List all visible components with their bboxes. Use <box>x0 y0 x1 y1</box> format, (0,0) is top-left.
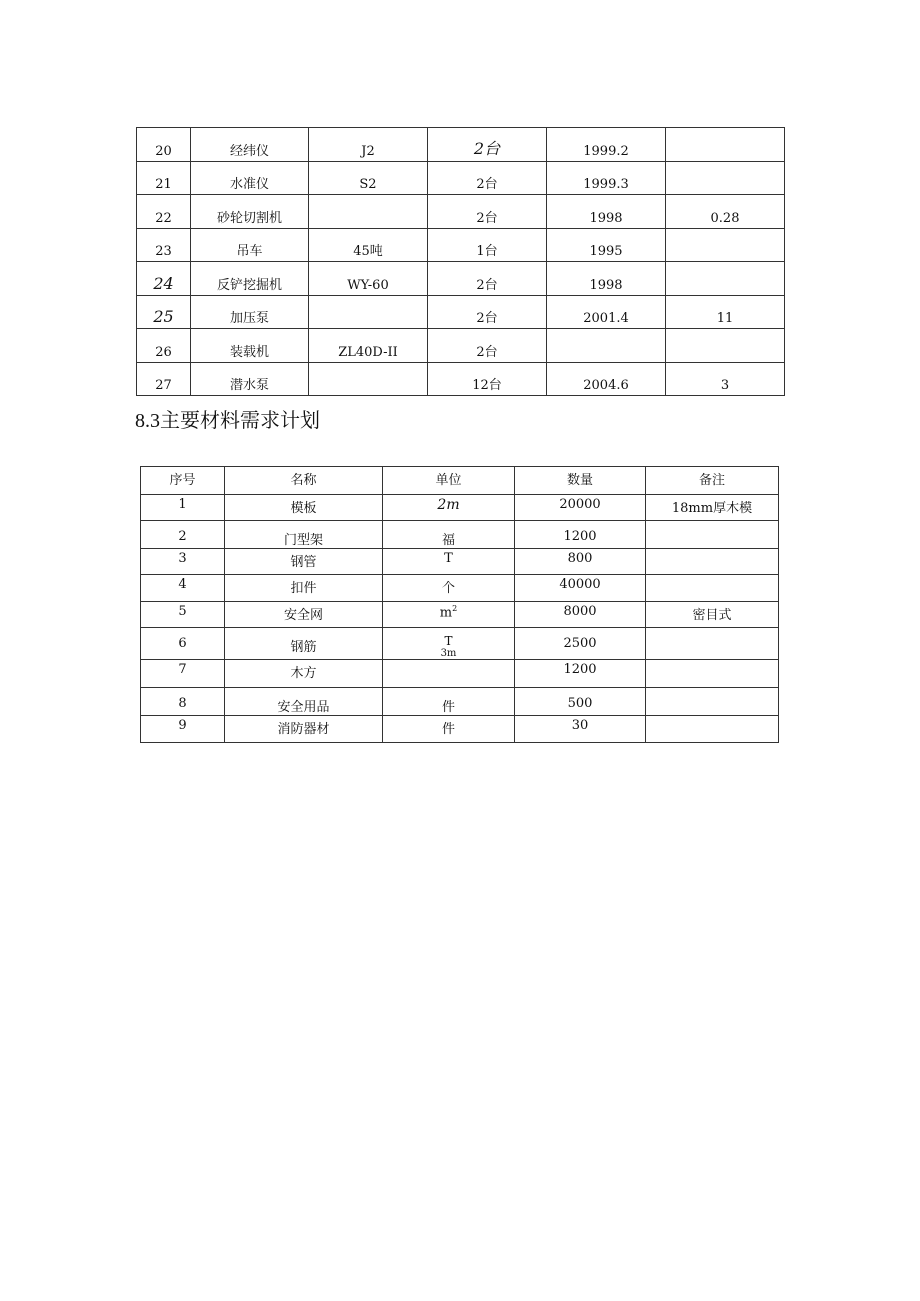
material-name: 门型架 <box>225 521 383 549</box>
equipment-model: WY-60 <box>309 262 428 296</box>
row-no: 2 <box>141 521 225 549</box>
material-qty: 1200 <box>515 521 646 549</box>
material-name: 木方 <box>225 660 383 688</box>
table-row <box>137 295 785 329</box>
section-heading: 8.3主要材料需求计划 <box>135 410 320 432</box>
unit-base: m <box>439 605 453 621</box>
material-unit: 件 <box>383 716 515 743</box>
materials-table <box>140 466 779 743</box>
row-no: 5 <box>141 602 225 628</box>
equipment-qty: 2台 <box>428 128 547 162</box>
table-row <box>141 628 779 660</box>
material-qty: 1200 <box>515 660 646 688</box>
row-no: 3 <box>141 549 225 575</box>
material-unit: 福 <box>383 521 515 549</box>
equipment-model: ZL40D-II <box>309 329 428 363</box>
material-note <box>646 549 779 575</box>
material-qty: 40000 <box>515 575 646 602</box>
row-no: 21 <box>137 161 191 195</box>
table-row <box>137 262 785 296</box>
equipment-qty: 2台 <box>428 262 547 296</box>
row-no: 8 <box>141 688 225 716</box>
equipment-year: 1995 <box>547 228 666 262</box>
row-no: 4 <box>141 575 225 602</box>
material-unit <box>383 660 515 688</box>
material-name: 安全用品 <box>225 688 383 716</box>
material-qty: 800 <box>515 549 646 575</box>
equipment-power: 11 <box>666 295 785 329</box>
row-no: 25 <box>137 295 191 329</box>
equipment-qty: 2台 <box>428 329 547 363</box>
equipment-qty: 2台 <box>428 295 547 329</box>
table-row <box>137 228 785 262</box>
equipment-name: 潜水泵 <box>191 362 309 396</box>
material-name: 扣件 <box>225 575 383 602</box>
material-qty: 20000 <box>515 495 646 521</box>
equipment-model <box>309 195 428 229</box>
material-unit: T <box>383 549 515 575</box>
equipment-model: J2 <box>309 128 428 162</box>
equipment-power <box>666 228 785 262</box>
table-row <box>137 128 785 162</box>
unit-exponent: 2 <box>452 604 458 613</box>
unit-base: T <box>444 634 453 648</box>
row-no: 9 <box>141 716 225 743</box>
table-row <box>141 602 779 628</box>
table-row <box>137 161 785 195</box>
header-unit: 单位 <box>383 467 515 495</box>
table-row <box>141 716 779 743</box>
material-qty: 500 <box>515 688 646 716</box>
row-no: 1 <box>141 495 225 521</box>
equipment-power <box>666 128 785 162</box>
material-name: 钢筋 <box>225 628 383 660</box>
material-qty: 2500 <box>515 628 646 660</box>
equipment-power: 0.28 <box>666 195 785 229</box>
table-row <box>141 549 779 575</box>
material-note <box>646 521 779 549</box>
equipment-power <box>666 329 785 363</box>
row-no: 26 <box>137 329 191 363</box>
material-unit: 个 <box>383 575 515 602</box>
row-no: 23 <box>137 228 191 262</box>
equipment-year: 2001.4 <box>547 295 666 329</box>
material-note <box>646 688 779 716</box>
equipment-year: 1998 <box>547 262 666 296</box>
equipment-name: 装载机 <box>191 329 309 363</box>
table-row <box>141 688 779 716</box>
header-qty: 数量 <box>515 467 646 495</box>
material-unit <box>383 602 515 628</box>
equipment-year: 2004.6 <box>547 362 666 396</box>
equipment-name: 水准仪 <box>191 161 309 195</box>
equipment-name: 吊车 <box>191 228 309 262</box>
material-name: 消防器材 <box>225 716 383 743</box>
row-no: 6 <box>141 628 225 660</box>
equipment-name: 反铲挖掘机 <box>191 262 309 296</box>
header-no: 序号 <box>141 467 225 495</box>
equipment-name: 加压泵 <box>191 295 309 329</box>
row-no: 24 <box>137 262 191 296</box>
header-note: 备注 <box>646 467 779 495</box>
equipment-year: 1999.3 <box>547 161 666 195</box>
material-unit <box>383 628 515 660</box>
material-qty: 8000 <box>515 602 646 628</box>
equipment-qty: 2台 <box>428 195 547 229</box>
row-no: 20 <box>137 128 191 162</box>
row-no: 22 <box>137 195 191 229</box>
table-row <box>141 495 779 521</box>
material-name: 安全网 <box>225 602 383 628</box>
material-note: 18mm厚木模 <box>646 495 779 521</box>
equipment-model <box>309 362 428 396</box>
table-row <box>137 362 785 396</box>
table-row <box>141 660 779 688</box>
equipment-power <box>666 262 785 296</box>
equipment-model: S2 <box>309 161 428 195</box>
equipment-qty: 2台 <box>428 161 547 195</box>
equipment-model: 45吨 <box>309 228 428 262</box>
equipment-qty: 12台 <box>428 362 547 396</box>
material-name: 模板 <box>225 495 383 521</box>
material-note <box>646 575 779 602</box>
equipment-name: 经纬仪 <box>191 128 309 162</box>
equipment-qty: 1台 <box>428 228 547 262</box>
table-row <box>137 195 785 229</box>
equipment-table <box>136 127 785 396</box>
table-header-row <box>141 467 779 495</box>
equipment-year: 1999.2 <box>547 128 666 162</box>
material-note: 密目式 <box>646 602 779 628</box>
material-unit: 2m <box>383 495 515 521</box>
material-note <box>646 628 779 660</box>
table-row <box>141 521 779 549</box>
equipment-model <box>309 295 428 329</box>
table-row <box>141 575 779 602</box>
equipment-year: 1998 <box>547 195 666 229</box>
equipment-power: 3 <box>666 362 785 396</box>
row-no: 27 <box>137 362 191 396</box>
unit-overlap: 3m <box>440 648 457 659</box>
material-note <box>646 660 779 688</box>
row-no: 7 <box>141 660 225 688</box>
material-name: 钢管 <box>225 549 383 575</box>
equipment-power <box>666 161 785 195</box>
equipment-name: 砂轮切割机 <box>191 195 309 229</box>
material-qty: 30 <box>515 716 646 743</box>
table-row <box>137 329 785 363</box>
header-name: 名称 <box>225 467 383 495</box>
material-unit: 件 <box>383 688 515 716</box>
material-note <box>646 716 779 743</box>
equipment-year <box>547 329 666 363</box>
